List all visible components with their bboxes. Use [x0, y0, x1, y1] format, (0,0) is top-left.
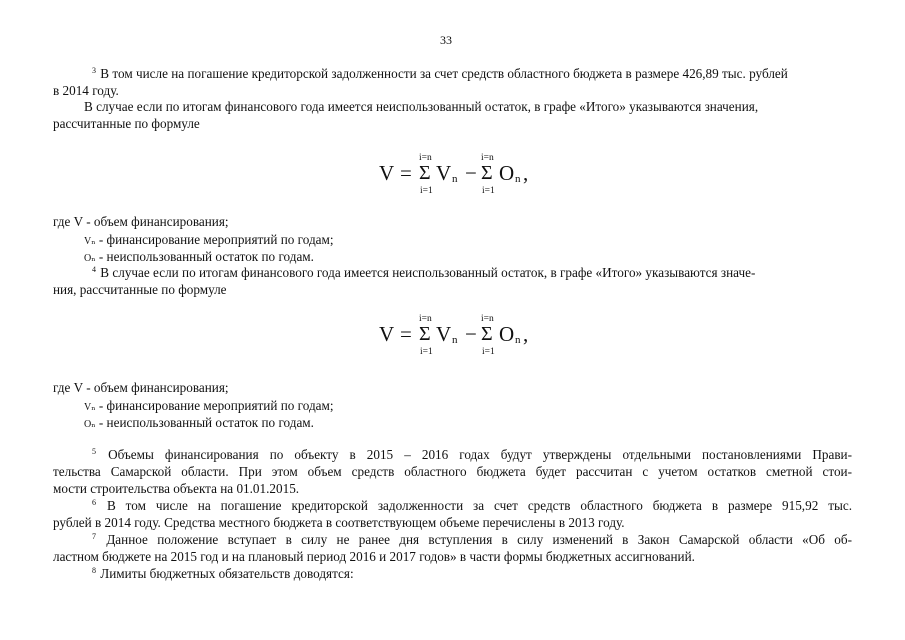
definition-v: где V - объем финансирования; [53, 380, 229, 395]
formula-subscript: n [452, 173, 458, 185]
formula-term-v: V [436, 322, 452, 346]
footnote-3-line1 [92, 65, 788, 82]
formula-lhs: V [379, 322, 395, 346]
sum-upper-limit: i=n [481, 314, 494, 324]
definition-text: - неиспользованный остаток по годам. [95, 249, 314, 264]
sum-lower-limit: i=1 [420, 186, 433, 196]
symbol-on: Oₙ [84, 253, 96, 264]
footnote-5-line1 [92, 446, 852, 463]
formula-subscript: n [452, 334, 458, 346]
footnote-3-line2: в 2014 году. [53, 83, 119, 98]
footnote-text: Объемы финансирования по объекту в 2015 – 2016 годах будут утверждены отдельными постановлениями Прави- [108, 447, 853, 462]
footnote-text: В случае если по итогам финансового года имеется неиспользованный остаток, в графе «Итого» указываются значе- [100, 265, 756, 280]
sum-symbol: Σ [419, 323, 431, 345]
footnote-marker: 6 [92, 498, 96, 507]
formula-lhs: V [379, 161, 395, 185]
formula-subscript: n [515, 334, 521, 346]
formula-comma: , [523, 322, 529, 346]
formula-term-o: O [499, 161, 515, 185]
sum-lower-limit: i=1 [482, 186, 495, 196]
footnote-marker: 8 [92, 566, 96, 575]
sum-symbol: Σ [481, 162, 493, 184]
footnote-6-line2: рублей в 2014 году. Средства местного бюджета в соответствующем объеме перечислены в 2013 году. [53, 515, 625, 530]
footnote-text: В том числе на погашение кредиторской задолженности за счет средств областного бюджета в размере 915,92 тыс. [106, 498, 852, 513]
formula-equals: = [400, 322, 412, 346]
formula-subscript: n [515, 173, 521, 185]
sum-upper-limit: i=n [419, 314, 432, 324]
sum-symbol: Σ [481, 323, 493, 345]
formula-term-o: O [499, 322, 515, 346]
sum-lower-limit: i=1 [420, 347, 433, 357]
formula-equals: = [400, 161, 412, 185]
footnote-text: Лимиты бюджетных обязательств доводятся: [100, 566, 354, 581]
formula-2 [379, 314, 539, 374]
footnote-marker: 7 [92, 532, 96, 541]
footnote-marker: 4 [92, 265, 96, 274]
footnote-5-line2: тельства Самарской области. При этом объем средств областного бюджета будет рассчитан с учетом остатков сметной стои- [53, 464, 852, 479]
formula-term-v: V [436, 161, 452, 185]
footnote-4-line2: ния, рассчитанные по формуле [53, 282, 227, 297]
formula-minus: − [465, 161, 477, 185]
footnote-8-line1 [92, 565, 354, 582]
sum-upper-limit: i=n [419, 153, 432, 163]
page-number: 33 [440, 33, 452, 47]
footnote-6-line1 [92, 497, 852, 514]
footnote-4-line1 [92, 264, 755, 281]
footnote-marker: 3 [92, 66, 96, 75]
footnote-5-line3: мости строительства объекта на 01.01.2015. [53, 481, 300, 496]
definition-on [84, 414, 314, 433]
paragraph-a-line2: рассчитанные по формуле [53, 116, 200, 131]
sum-upper-limit: i=n [481, 153, 494, 163]
formula-1 [379, 153, 539, 213]
sum-lower-limit: i=1 [482, 347, 495, 357]
definition-text: - финансирование мероприятий по годам; [95, 398, 334, 413]
definition-v: где V - объем финансирования; [53, 214, 229, 229]
symbol-on: Oₙ [84, 419, 96, 430]
formula-comma: , [523, 161, 529, 185]
sum-symbol: Σ [419, 162, 431, 184]
definition-text: - неиспользованный остаток по годам. [95, 415, 314, 430]
formula-minus: − [465, 322, 477, 346]
symbol-vn: Vₙ [84, 236, 96, 247]
footnote-text: Данное положение вступает в силу не ранее дня вступления в силу изменений в Закон Самарской области «Об об- [106, 532, 852, 547]
symbol-vn: Vₙ [84, 402, 96, 413]
footnote-marker: 5 [92, 447, 96, 456]
footnote-7-line2: ластном бюджете на 2015 год и на плановый период 2016 и 2017 годов» в части формы бюджетных ассигнований. [53, 549, 695, 564]
footnote-7-line1 [92, 531, 852, 548]
paragraph-a-line1: В случае если по итогам финансового года имеется неиспользованный остаток, в графе «Итого» указываются значения, [84, 99, 759, 114]
footnote-text: В том числе на погашение кредиторской задолженности за счет средств областного бюджета в размере 426,89 тыс. рублей [100, 66, 788, 81]
definition-text: - финансирование мероприятий по годам; [95, 232, 334, 247]
